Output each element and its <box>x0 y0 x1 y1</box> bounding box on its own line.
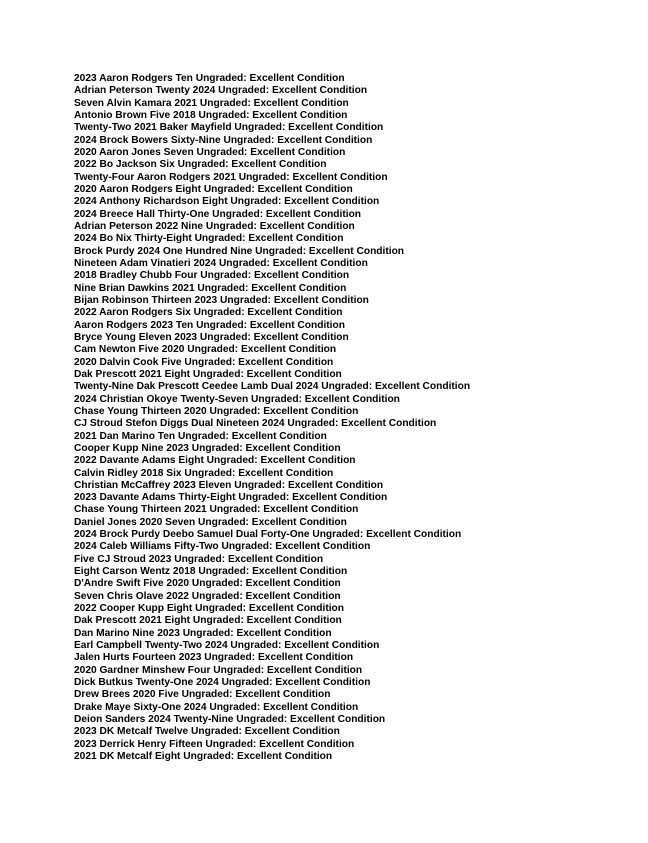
list-item: Twenty-Four Aaron Rodgers 2021 Ungraded: Excellent Condition <box>74 171 388 183</box>
list-item: Drew Brees 2020 Five Ungraded: Excellent Condition <box>74 689 331 701</box>
list-item: 2020 Dalvin Cook Five Ungraded: Excellent Condition <box>74 356 334 368</box>
list-item: 2020 Gardner Minshew Four Ungraded: Excellent Condition <box>74 664 363 676</box>
list-item: 2024 Anthony Richardson Eight Ungraded: Excellent Condition <box>74 196 380 208</box>
list-item: Dak Prescott 2021 Eight Ungraded: Excellent Condition <box>74 615 342 627</box>
list-item: Cooper Kupp Nine 2023 Ungraded: Excellent Condition <box>74 442 341 454</box>
list-item: Chase Young Thirteen 2021 Ungraded: Excellent Condition <box>74 504 359 516</box>
list-item: Drake Maye Sixty-One 2024 Ungraded: Excellent Condition <box>74 701 359 713</box>
list-item: Jalen Hurts Fourteen 2023 Ungraded: Excellent Condition <box>74 652 354 664</box>
list-item: 2024 Brock Bowers Sixty-Nine Ungraded: Excellent Condition <box>74 134 373 146</box>
list-item: 2018 Bradley Chubb Four Ungraded: Excellent Condition <box>74 270 350 282</box>
list-item: Christian McCaffrey 2023 Eleven Ungraded: Excellent Condition <box>74 479 384 491</box>
list-item: Nineteen Adam Vinatieri 2024 Ungraded: Excellent Condition <box>74 257 368 269</box>
list-item: D'Andre Swift Five 2020 Ungraded: Excellent Condition <box>74 578 341 590</box>
card-list <box>74 73 470 763</box>
list-item: 2023 Davante Adams Thirty-Eight Ungraded: Excellent Condition <box>74 492 388 504</box>
list-item: 2023 Aaron Rodgers Ten Ungraded: Excellent Condition <box>74 73 345 84</box>
list-item: 2023 DK Metcalf Twelve Ungraded: Excellent Condition <box>74 726 340 738</box>
list-item: Aaron Rodgers 2023 Ten Ungraded: Excellent Condition <box>74 319 345 331</box>
list-item: Earl Campbell Twenty-Two 2024 Ungraded: Excellent Condition <box>74 640 380 652</box>
list-item: Dan Marino Nine 2023 Ungraded: Excellent Condition <box>74 627 332 639</box>
list-item: Twenty-Nine Dak Prescott Ceedee Lamb Dual 2024 Ungraded: Excellent Condition <box>74 381 471 393</box>
list-item: 2021 Dan Marino Ten Ungraded: Excellent Condition <box>74 430 327 442</box>
list-item: 2021 DK Metcalf Eight Ungraded: Excellent Condition <box>74 751 333 763</box>
list-item: 2020 Aaron Jones Seven Ungraded: Excellent Condition <box>74 146 346 158</box>
list-item: 2024 Christian Okoye Twenty-Seven Ungraded: Excellent Condition <box>74 393 400 405</box>
list-item: Nine Brian Dawkins 2021 Ungraded: Excellent Condition <box>74 282 347 294</box>
list-item: Seven Alvin Kamara 2021 Ungraded: Excellent Condition <box>74 97 349 109</box>
list-item: 2022 Aaron Rodgers Six Ungraded: Excellent Condition <box>74 307 343 319</box>
list-item: 2024 Brock Purdy Deebo Samuel Dual Forty-One Ungraded: Excellent Condition <box>74 529 462 541</box>
list-item: 2023 Derrick Henry Fifteen Ungraded: Excellent Condition <box>74 738 355 750</box>
list-item: 2024 Breece Hall Thirty-One Ungraded: Excellent Condition <box>74 208 362 220</box>
list-item: Adrian Peterson Twenty 2024 Ungraded: Excellent Condition <box>74 85 368 97</box>
list-item: Dak Prescott 2021 Eight Ungraded: Excellent Condition <box>74 368 342 380</box>
list-item: 2024 Bo Nix Thirty-Eight Ungraded: Excellent Condition <box>74 233 344 245</box>
list-item: Antonio Brown Five 2018 Ungraded: Excellent Condition <box>74 109 348 121</box>
list-item: Cam Newton Five 2020 Ungraded: Excellent Condition <box>74 344 337 356</box>
list-item: Chase Young Thirteen 2020 Ungraded: Excellent Condition <box>74 405 359 417</box>
list-item: Daniel Jones 2020 Seven Ungraded: Excellent Condition <box>74 516 347 528</box>
list-item: Brock Purdy 2024 One Hundred Nine Ungraded: Excellent Condition <box>74 245 405 257</box>
list-item: Bijan Robinson Thirteen 2023 Ungraded: Excellent Condition <box>74 294 369 306</box>
list-item: Twenty-Two 2021 Baker Mayfield Ungraded: Excellent Condition <box>74 122 384 134</box>
list-item: Bryce Young Eleven 2023 Ungraded: Excellent Condition <box>74 331 349 343</box>
list-item: Five CJ Stroud 2023 Ungraded: Excellent Condition <box>74 553 324 565</box>
list-item: Dick Butkus Twenty-One 2024 Ungraded: Excellent Condition <box>74 677 371 689</box>
list-item: 2020 Aaron Rodgers Eight Ungraded: Excellent Condition <box>74 183 353 195</box>
list-item: Eight Carson Wentz 2018 Ungraded: Excellent Condition <box>74 566 348 578</box>
list-item: 2022 Cooper Kupp Eight Ungraded: Excellent Condition <box>74 603 344 615</box>
list-item: 2022 Davante Adams Eight Ungraded: Excellent Condition <box>74 455 356 467</box>
list-item: Deion Sanders 2024 Twenty-Nine Ungraded: Excellent Condition <box>74 714 386 726</box>
list-item: 2024 Caleb Williams Fifty-Two Ungraded: Excellent Condition <box>74 541 371 553</box>
list-item: Calvin Ridley 2018 Six Ungraded: Excellent Condition <box>74 467 334 479</box>
list-item: Adrian Peterson 2022 Nine Ungraded: Excellent Condition <box>74 220 355 232</box>
list-item: CJ Stroud Stefon Diggs Dual Nineteen 2024 Ungraded: Excellent Condition <box>74 418 437 430</box>
list-item: 2022 Bo Jackson Six Ungraded: Excellent Condition <box>74 159 327 171</box>
list-item: Seven Chris Olave 2022 Ungraded: Excellent Condition <box>74 590 341 602</box>
